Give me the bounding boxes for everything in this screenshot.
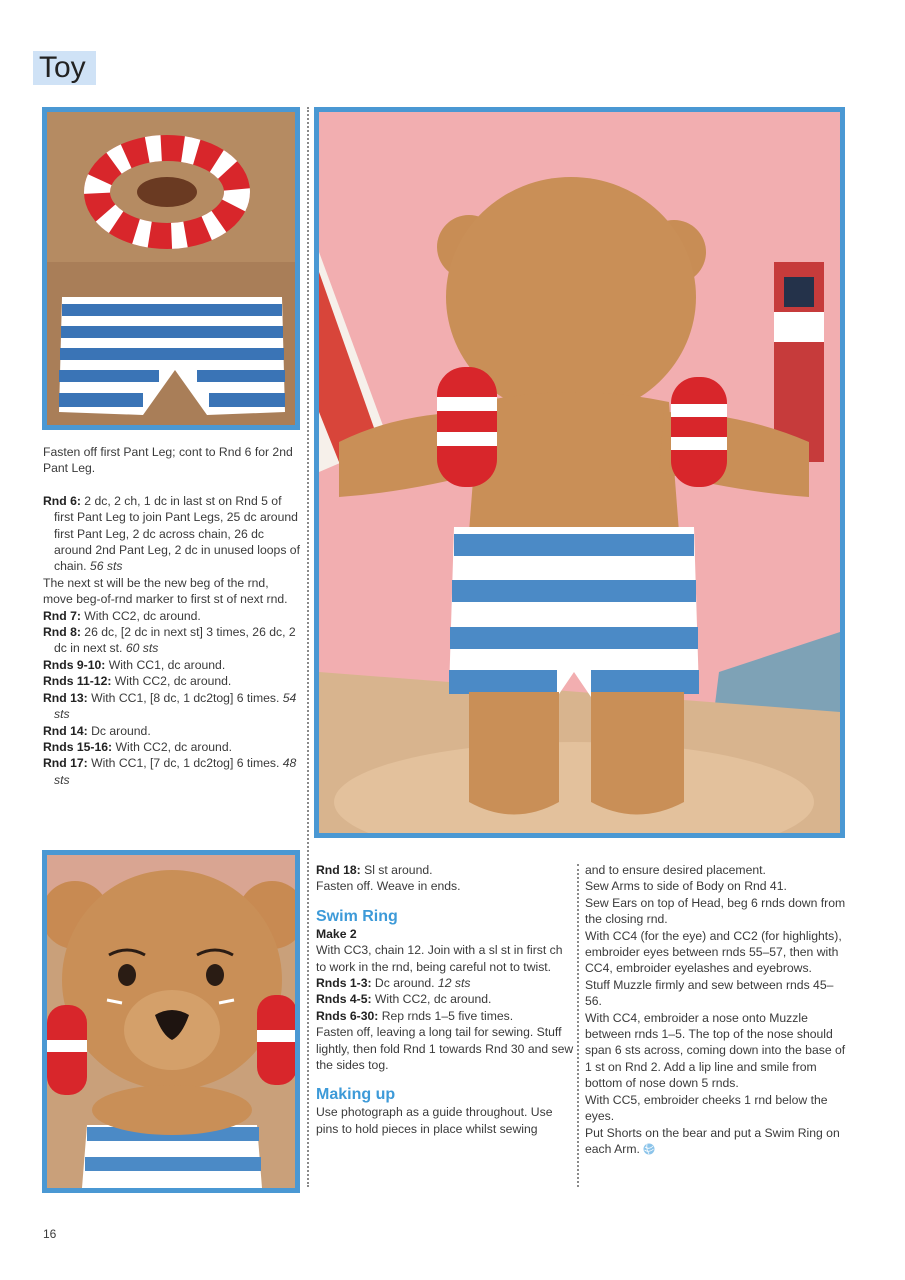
make-label: Make 2 [316, 926, 357, 941]
mid-fasten: Fasten off. Weave in ends. [316, 879, 461, 894]
page-number: 16 [43, 1227, 57, 1241]
mid-row-rnd18: Rnd 18: Sl st around. [316, 863, 433, 877]
photo-bear-back [314, 107, 845, 838]
swim-row-6-30: Rnds 6-30: Rep rnds 1–5 five times. [316, 1008, 514, 1023]
left-row-rnd6: Rnd 6: 2 dc, 2 ch, 1 dc in last st on Rnd 5 of first Pant Leg to join Pant Legs, 25 dc around first Pant Leg, 2 dc across chain, 26 dc around 2nd Pant Leg, 2 dc in unused loops of chain. 56 sts [43, 493, 300, 574]
swim-outro: Fasten off, leaving a long tail for sewing. Stuff lightly, then fold Rnd 1 towards Rnd 30 and sew the sides tog. [316, 1025, 574, 1073]
right-para-4: Stuff Muzzle firmly and sew between rnds 45–56. [585, 977, 834, 1009]
left-row-rnd14: Rnd 14: Dc around. [43, 723, 151, 738]
left-column [43, 444, 301, 788]
left-para-0: Fasten off first Pant Leg; cont to Rnd 6 for 2nd Pant Leg. [43, 445, 293, 476]
swim-row-1-3: Rnds 1-3: Dc around. 12 sts [316, 976, 471, 991]
column-divider-right [577, 864, 579, 1187]
right-para-3: With CC4 (for the eye) and CC2 (for highlights), embroider eyes between rnds 55–57, then with CC4, embroider eyelashes and eyebrows. [585, 928, 842, 976]
swim-row-4-5: Rnds 4-5: With CC2, dc around. [316, 992, 492, 1007]
section-title: Toy [33, 51, 96, 85]
left-row-rnds11-12: Rnds 11-12: With CC2, dc around. [43, 674, 232, 689]
yarn-ball-icon [643, 1143, 655, 1159]
swim-intro: With CC3, chain 12. Join with a sl st in first ch to work in the rnd, being careful not to twist. [316, 943, 563, 974]
right-para-6: With CC5, embroider cheeks 1 rnd below the eyes. [585, 1092, 828, 1124]
swim-ring-heading: Swim Ring [316, 907, 398, 925]
left-row-rnds9-10: Rnds 9-10: With CC1, dc around. [43, 657, 226, 672]
left-row-rnd13: Rnd 13: With CC1, [8 dc, 1 dc2tog] 6 times. 54 sts [43, 690, 297, 722]
left-row-rnd8: Rnd 8: 26 dc, [2 dc in next st] 3 times, 26 dc, 2 dc in next st. 60 sts [43, 625, 296, 656]
right-para-7: Put Shorts on the bear and put a Swim Ring on each Arm. [585, 1125, 847, 1160]
left-row-rnds15-16: Rnds 15-16: With CC2, dc around. [43, 739, 232, 754]
making-up-text: Use photograph as a guide throughout. Use pins to hold pieces in place whilst sewing [316, 1105, 553, 1136]
left-row-rnd7: Rnd 7: With CC2, dc around. [43, 608, 201, 623]
right-column [585, 862, 847, 1159]
photo-ring-and-shorts [42, 107, 300, 430]
right-para-5: With CC4, embroider a nose onto Muzzle between rnds 1–5. The top of the nose should span 6 sts across, coming down into the base of 1 st on Rnd 2. Add a lip line and smile from bottom of nose down 5 rnds. [585, 1010, 846, 1091]
right-para-0: and to ensure desired placement. [585, 863, 766, 877]
left-para-note: The next st will be the new beg of the rnd, move beg-of-rnd marker to first st of next rnd. [43, 575, 288, 607]
column-divider-left [307, 107, 309, 1187]
right-para-1: Sew Arms to side of Body on Rnd 41. [585, 879, 787, 894]
right-para-2: Sew Ears on top of Head, beg 6 rnds down from the closing rnd. [585, 895, 846, 927]
photo-bear-face [42, 850, 300, 1193]
middle-column [316, 862, 574, 1137]
making-up-heading: Making up [316, 1086, 396, 1104]
left-row-rnd17: Rnd 17: With CC1, [7 dc, 1 dc2tog] 6 times. 48 sts [43, 756, 297, 787]
